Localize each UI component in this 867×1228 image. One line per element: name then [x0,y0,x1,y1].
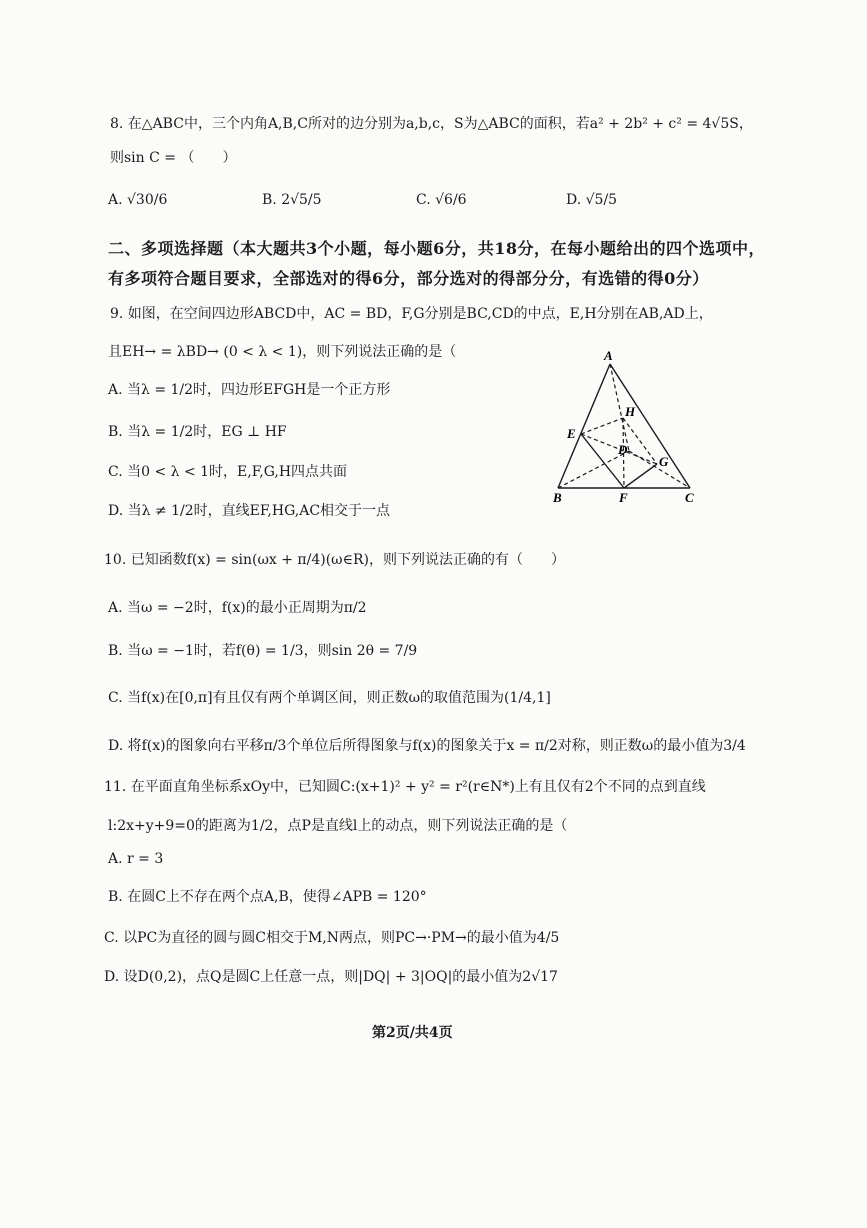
label-d: D [618,442,628,457]
q10-option-b: B. 当ω = −1时，若f(θ) = 1/3，则sin 2θ = 7/9 [108,643,418,659]
q11-option-b: B. 在圆C上不存在两个点A,B，使得∠APB = 120° [108,889,427,905]
q10-option-d: D. 将f(x)的图象向右平移π/3个单位后所得图象与f(x)的图象关于x = π/2对称，则正数ω的最小值为3/4 [108,738,746,754]
label-c: C [685,490,694,505]
q9-option-d: D. 当λ ≠ 1/2时，直线EF,HG,AC相交于一点 [108,503,391,519]
q8-option-a: A. √30/6 [108,192,168,208]
q9-line2: 且EH→ = λBD→ (0 < λ < 1)，则下列说法正确的是（ [108,344,457,360]
q9-option-b: B. 当λ = 1/2时，EG ⊥ HF [108,424,287,440]
q11-line1: 11. 在平面直角坐标系xOy中，已知圆C:(x+1)² + y² = r²(r∈N*)上有且仅有2个不同的点到直线 [104,779,706,795]
q8-option-b: B. 2√5/5 [262,192,322,208]
q10-option-c: C. 当f(x)在[0,π]有且仅有两个单调区间，则正数ω的取值范围为(1/4,1] [108,690,551,706]
q11-option-d: D. 设D(0,2)，点Q是圆C上任意一点，则|DQ| + 3|OQ|的最小值为2√17 [104,969,558,985]
label-f: F [619,490,628,505]
q10-option-a: A. 当ω = −2时，f(x)的最小正周期为π/2 [108,600,367,616]
q8-option-d: D. √5/5 [566,192,618,208]
section-2-heading-line2: 有多项符合题目要求，全部选对的得6分，部分选对的得部分分，有选错的得0分） [108,269,709,288]
q9-option-c: C. 当0 < λ < 1时，E,F,G,H四点共面 [108,464,348,480]
q11-option-c: C. 以PC为直径的圆与圆C相交于M,N两点，则PC→·PM→的最小值为4/5 [104,930,560,946]
q8-line1: 8. 在△ABC中，三个内角A,B,C所对的边分别为a,b,c，S为△ABC的面积，若a² + 2b² + c² = 4√5S， [110,116,753,132]
q9-line1: 9. 如图，在空间四边形ABCD中，AC = BD，F,G分别是BC,CD的中点，E,H分别在AB,AD上， [110,306,713,322]
label-a: A [604,348,613,363]
q8-option-c: C. √6/6 [416,192,467,208]
q11-option-a: A. r = 3 [108,851,164,867]
q10-line1: 10. 已知函数f(x) = sin(ωx + π/4)(ω∈R)，则下列说法正确的有（ ） [104,552,565,568]
q11-line2: l:2x+y+9=0的距离为1/2，点P是直线l上的动点，则下列说法正确的是（ [108,818,568,834]
page-number: 第2页/共4页 [372,1025,453,1041]
q8-line2: 则sin C = （ ） [110,150,237,166]
label-h: H [625,404,636,419]
tetrahedron-figure [545,348,705,506]
label-b: B [553,490,562,505]
label-g: G [659,454,669,469]
section-2-heading-line1: 二、多项选择题（本大题共3个小题，每小题6分，共18分，在每小题给出的四个选项中， [108,239,766,258]
label-e: E [567,426,576,441]
q9-option-a: A. 当λ = 1/2时，四边形EFGH是一个正方形 [108,382,391,398]
